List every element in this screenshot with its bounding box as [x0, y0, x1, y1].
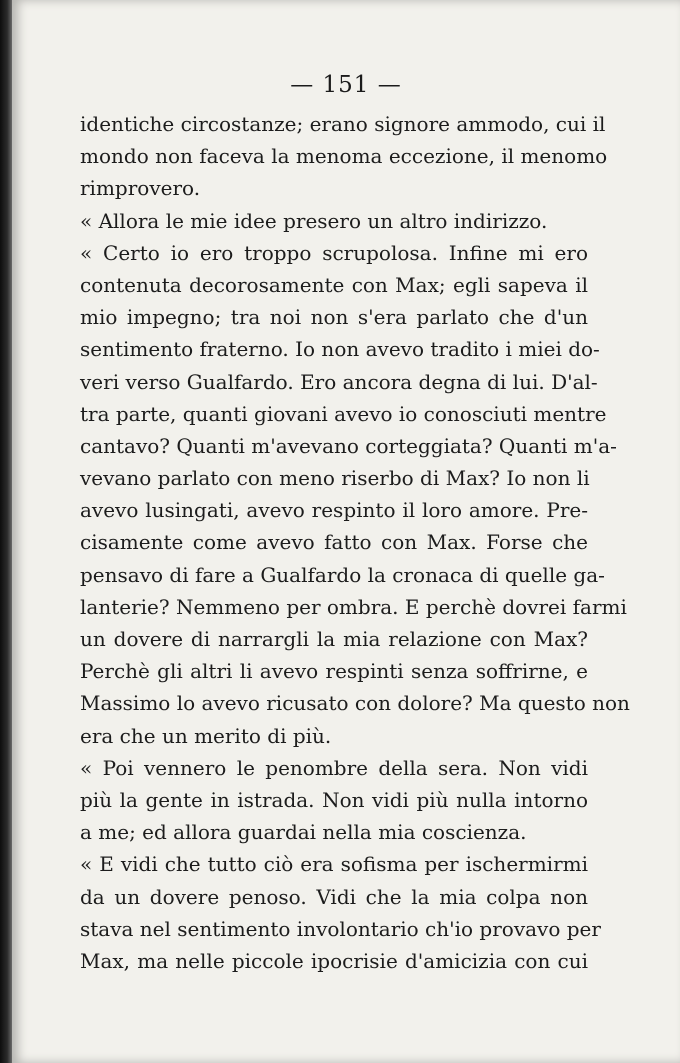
- page-number: — 151 —: [290, 72, 402, 98]
- text-line: identiche circostanze; erano signore ammodo, cui il: [80, 112, 606, 136]
- text-line: « Allora le mie idee presero un altro indirizzo.: [80, 208, 548, 233]
- body-text: [80, 108, 630, 977]
- text-line: più la gente in istrada. Non vidi più nulla intorno: [80, 787, 588, 812]
- text-line: « E vidi che tutto ciò era sofisma per ischermirmi: [80, 852, 588, 877]
- text-line: tra parte, quanti giovani avevo io conosciuti mentre: [80, 401, 607, 426]
- text-line: da un dovere penoso. Vidi che la mia colpa non: [80, 884, 588, 909]
- text-line: mio impegno; tra noi non s'era parlato che d'un: [80, 305, 588, 330]
- text-line: un dovere di narrargli la mia relazione con Max?: [80, 627, 588, 651]
- text-line: pensavo di fare a Gualfardo la cronaca di quelle ga-: [80, 562, 605, 587]
- text-line: lanterie? Nemmeno per ombra. E perchè dovrei farmi: [80, 594, 627, 619]
- text-line: a me; ed allora guardai nella mia coscienza.: [80, 820, 527, 845]
- text-line: rimprovero.: [80, 176, 201, 201]
- text-line: vevano parlato con meno riserbo di Max? Io non li: [80, 466, 590, 491]
- text-line: veri verso Gualfardo. Ero ancora degna di lui. D'al-: [80, 369, 598, 394]
- text-line: mondo non faceva la menoma eccezione, il menomo: [80, 144, 608, 169]
- text-line: avevo lusingati, avevo respinto il loro amore. Pre-: [80, 498, 588, 523]
- text-line: Max, ma nelle piccole ipocrisie d'amicizia con cui: [80, 948, 588, 973]
- text-line: sentimento fraterno. Io non avevo tradito i miei do-: [80, 337, 600, 362]
- text-line: Perchè gli altri li avevo respinti senza soffrirne, e: [80, 659, 588, 684]
- text-line: cantavo? Quanti m'avevano corteggiata? Quanti m'a-: [80, 433, 617, 458]
- text-line: « Poi vennero le penombre della sera. Non vidi: [80, 755, 588, 780]
- text-line: contenuta decorosamente con Max; egli sapeva il: [80, 272, 588, 297]
- book-page: [12, 0, 680, 1063]
- text-line: stava nel sentimento involontario ch'io provavo per: [80, 916, 601, 941]
- text-line: « Certo io ero troppo scrupolosa. Infine mi ero: [80, 240, 588, 265]
- book-spine-shadow: [0, 0, 12, 1063]
- text-line: Massimo lo avevo ricusato con dolore? Ma questo non: [80, 691, 630, 716]
- text-line: era che un merito di più.: [80, 723, 332, 748]
- text-line: cisamente come avevo fatto con Max. Forse che: [80, 530, 588, 555]
